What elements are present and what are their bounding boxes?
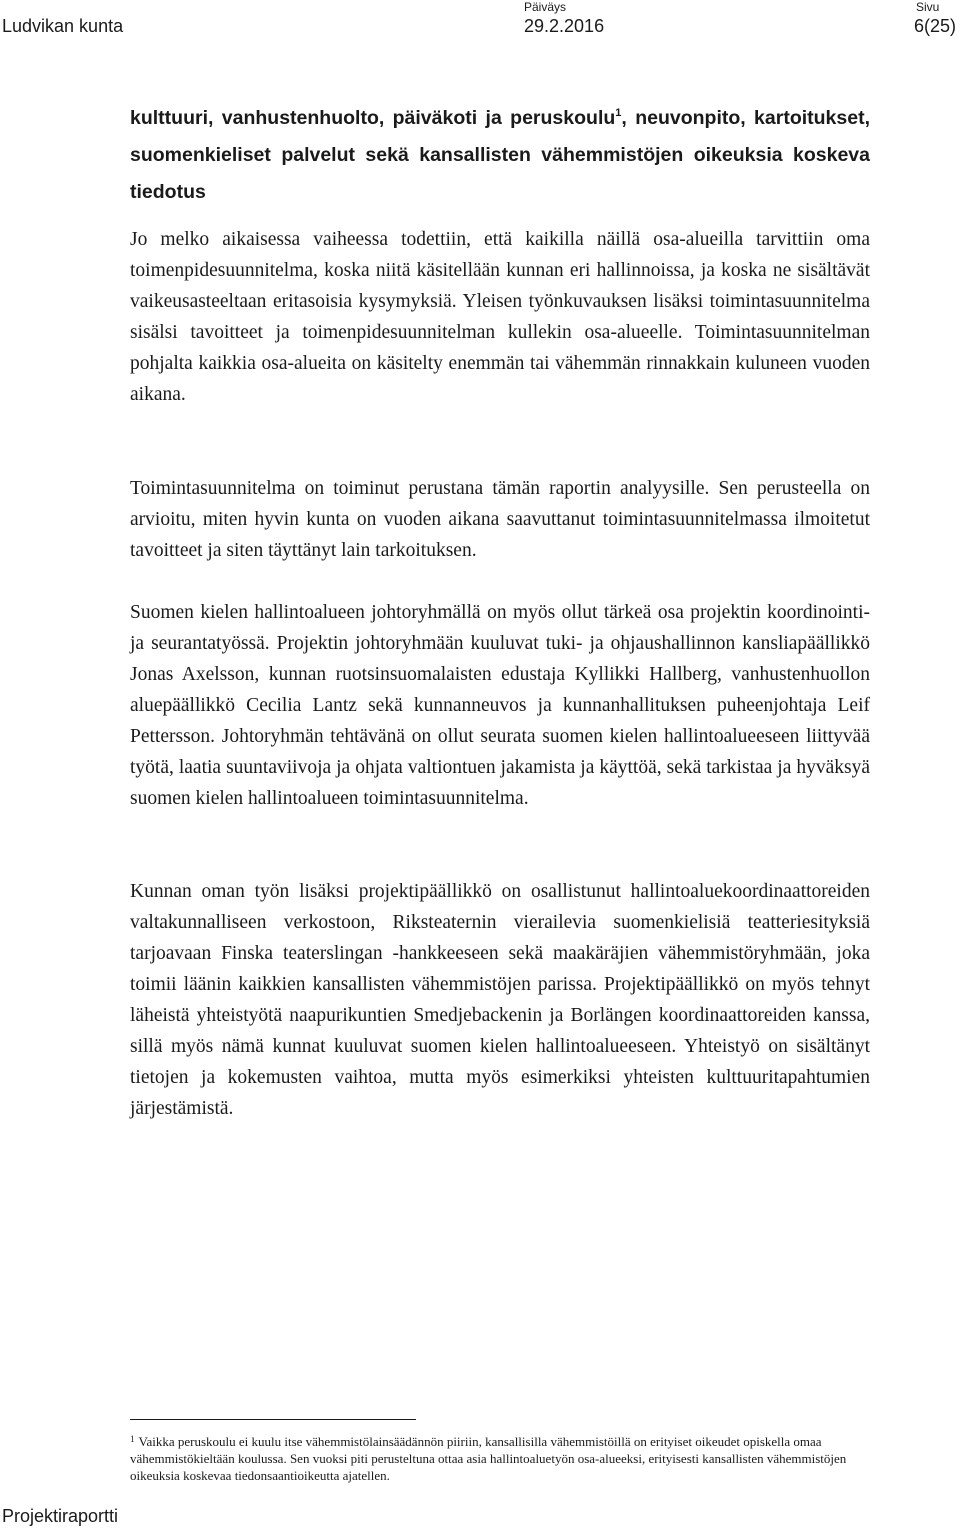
date-label: Päiväys bbox=[524, 0, 567, 14]
paragraph-3: Suomen kielen hallintoalueen johtoryhmällä on myös ollut tärkeä osa projektin koordinointi- ja seurantatyössä. Projektin johtoryhmään kuuluvat tuki- ja ohjaushallinnon kansliapäällikkö Jonas Axelsson, kunnan ruotsinsuomalaisten edustaja Kyllikki Hallberg, vanhustenhuollon aluepäällikkö Cecilia Lantz sekä kunnanneuvos ja kunnanhallituksen puheenjohtaja Leif Pettersson. Johtoryhmän tehtävänä on ollut seurata suomen kielen hallintoalueeseen liittyvää työtä, laatia suuntaviivoja ja ohjata valtiontuen jakamista ja käyttöä, sekä tarkistaa ja hyväksyä suomen kielen hallintoalueen toimintasuunnitelma. bbox=[130, 602, 870, 809]
footer-label: Projektiraportti bbox=[2, 1506, 119, 1526]
footnote-number: 1 bbox=[130, 1434, 135, 1444]
footnote-reference[interactable]: 1 bbox=[615, 107, 622, 119]
page-number: 6(25) bbox=[913, 16, 956, 36]
heading-text-continued: , neuvonpito, kartoitukset, suomenkieliset palvelut sekä kansallisten vähemmistöjen oikeuksia koskeva tiedotus bbox=[130, 107, 871, 203]
paragraph-2: Toimintasuunnitelma on toiminut perustana tämän raportin analyysille. Sen perusteella on arvioitu, miten hyvin kunta on vuoden aikana saavuttanut toimintasuunnitelmassa ilmoitetut tavoitteet ja siten täyttänyt lain tarkoituksen. bbox=[130, 478, 870, 561]
footnote-text: Vaikka peruskoulu ei kuulu itse vähemmistölainsäädännön piiriin, kansallisilla vähemmistöillä on erityiset oikeudet opiskella omaa vähemmistökieltään koulussa. Sen vuoksi piti perusteltuna ottaa asia hallintoaluetyön osa-alueeksi, erityisesti kansallisten vähemmistöjen oikeuksia koskevaa tiedonsaantioikeutta ajatellen. bbox=[130, 1434, 847, 1483]
footnote bbox=[130, 1433, 870, 1484]
heading-text: kulttuuri, vanhustenhuolto, päiväkoti ja peruskoulu bbox=[130, 107, 616, 129]
document-date: 29.2.2016 bbox=[524, 16, 605, 36]
footnote-separator bbox=[130, 1419, 416, 1420]
paragraph-1: Jo melko aikaisessa vaiheessa todettiin, että kaikilla näillä osa-alueilla tarvittiin oma toimenpidesuunnitelma, koska niitä käsitellään kunnan eri hallinnoissa, ja koska ne sisältävät vaikeusasteeltaan eritasoisia kysymyksiä. Yleisen työnkuvauksen lisäksi toimintasuunnitelma sisälsi tavoitteet ja toimenpidesuunnitelman kullekin osa-alueelle. Toimintasuunnitelman pohjalta kaikkia osa-alueita on käsitelty enemmän tai vähemmän rinnakkain kuluneen vuoden aikana. bbox=[130, 229, 870, 405]
page-label: Sivu bbox=[916, 0, 940, 14]
section-heading bbox=[130, 100, 870, 211]
organization-name: Ludvikan kunta bbox=[2, 16, 124, 36]
paragraph-4: Kunnan oman työn lisäksi projektipäällikkö on osallistunut hallintoaluekoordinaattoreiden valtakunnalliseen verkostoon, Riksteaternin vierailevia suomenkielisiä teatteriesityksiä tarjoavaan Finska teaterslingan -hankkeeseen sekä maakäräjien vähemmistöryhmään, joka toimii läänin kaikkien kansallisten vähemmistöjen parissa. Projektipäällikkö on myös tehnyt läheistä yhteistyötä naapurikuntien Smedjebackenin ja Borlängen koordinaattoreiden kanssa, sillä myös nämä kunnat kuuluvat suomen kielen hallintoalueeseen. Yhteistyö on sisältänyt tietojen ja kokemusten vaihtoa, mutta myös esimerkiksi yhteisten kulttuuritapahtumien järjestämistä. bbox=[130, 881, 870, 1119]
